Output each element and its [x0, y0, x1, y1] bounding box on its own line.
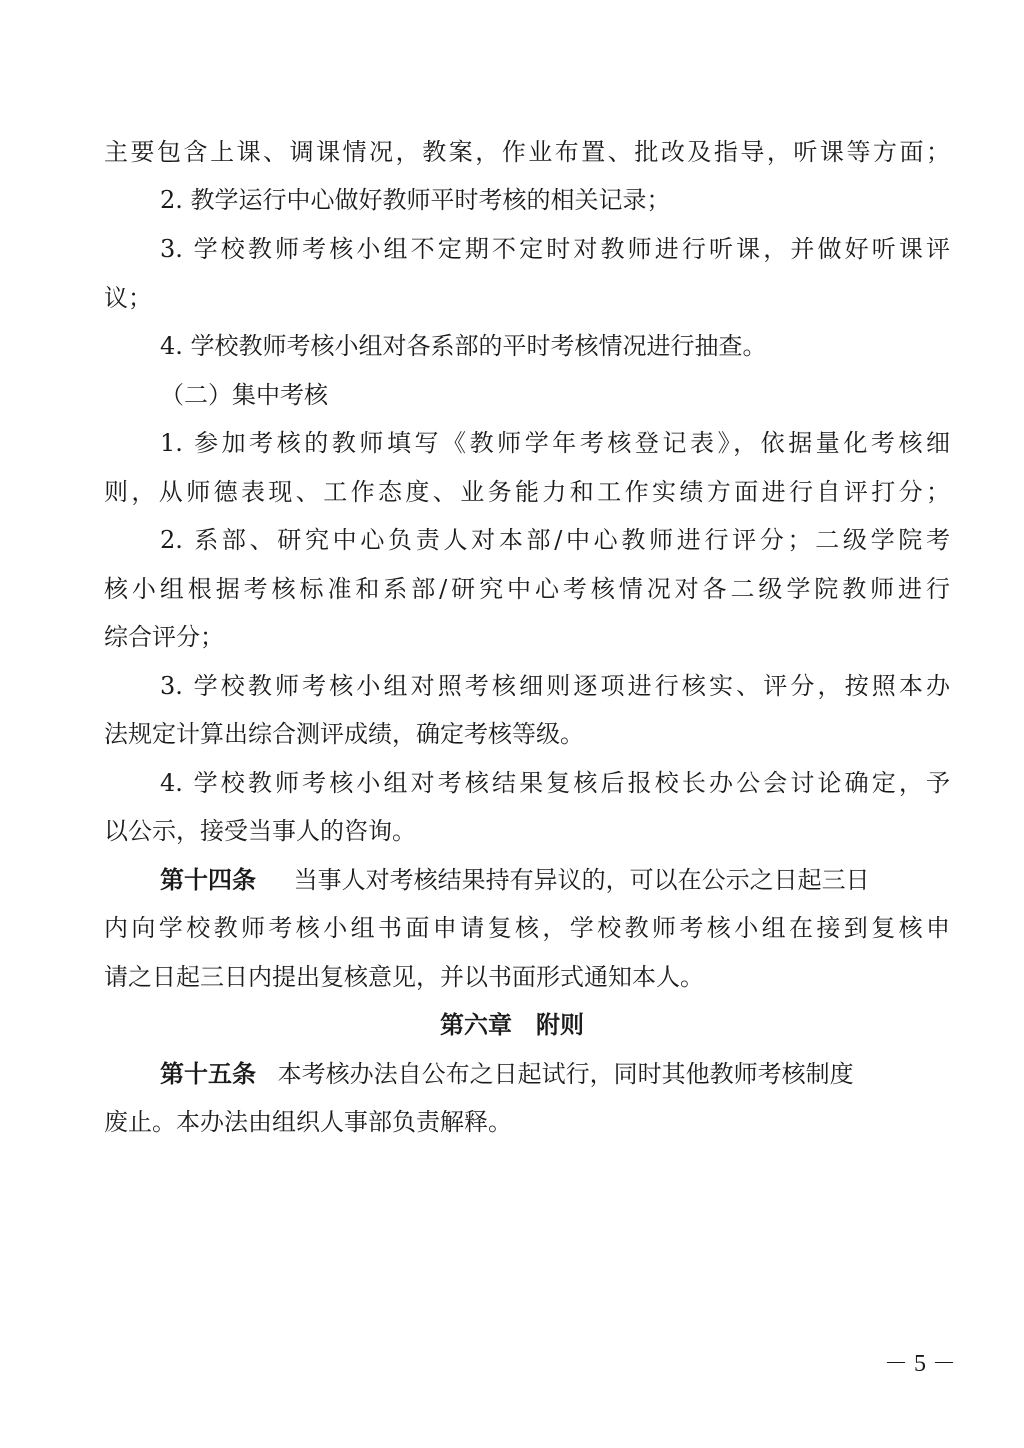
paragraph-line: 废止。本办法由组织人事部负责解释。 [104, 1108, 512, 1136]
article-15-label: 第十五条 [160, 1060, 256, 1088]
paragraph-line: 2. 系部、研究中心负责人对本部/中心教师进行评分；二级学院考 [160, 526, 950, 554]
paragraph-line: 议； [104, 284, 152, 312]
paragraph-line: 4. 学校教师考核小组对考核结果复核后报校长办公会讨论确定，予 [160, 769, 950, 797]
paragraph-line: 1. 参加考核的教师填写《教师学年考核登记表》，依据量化考核细 [160, 429, 950, 457]
paragraph-line: 3. 学校教师考核小组对照考核细则逐项进行核实、评分，按照本办 [160, 672, 950, 700]
chapter-heading: 第六章 附则 [440, 1011, 584, 1039]
paragraph-line: 内向学校教师考核小组书面申请复核，学校教师考核小组在接到复核申 [104, 914, 950, 942]
paragraph-line: 2. 教学运行中心做好教师平时考核的相关记录； [160, 186, 671, 214]
article-15-text: 本考核办法自公布之日起试行，同时其他教师考核制度 [277, 1060, 854, 1088]
paragraph-line: 主要包含上课、调课情况，教案，作业布置、批改及指导，听课等方面； [104, 138, 950, 166]
paragraph-line: 综合评分； [104, 623, 224, 651]
paragraph-line: 请之日起三日内提出复核意见，并以书面形式通知本人。 [104, 963, 704, 991]
paragraph-line: 核小组根据考核标准和系部/研究中心考核情况对各二级学院教师进行 [104, 575, 950, 603]
paragraph-line: 则，从师德表现、工作态度、业务能力和工作实绩方面进行自评打分； [104, 478, 950, 506]
paragraph-line: 3. 学校教师考核小组不定期不定时对教师进行听课，并做好听课评 [160, 235, 950, 263]
section-heading: （二）集中考核 [160, 381, 328, 409]
paragraph-line: 4. 学校教师考核小组对各系部的平时考核情况进行抽查。 [160, 332, 767, 360]
article-14-line [160, 865, 950, 895]
paragraph-line: 以公示，接受当事人的咨询。 [104, 817, 416, 845]
article-14-label: 第十四条 [160, 866, 256, 894]
page-number: － 5 － [884, 1351, 956, 1377]
article-14-text: 当事人对考核结果持有异议的，可以在公示之日起三日 [293, 866, 870, 894]
article-15-line [160, 1059, 950, 1089]
paragraph-line: 法规定计算出综合测评成绩，确定考核等级。 [104, 720, 584, 748]
